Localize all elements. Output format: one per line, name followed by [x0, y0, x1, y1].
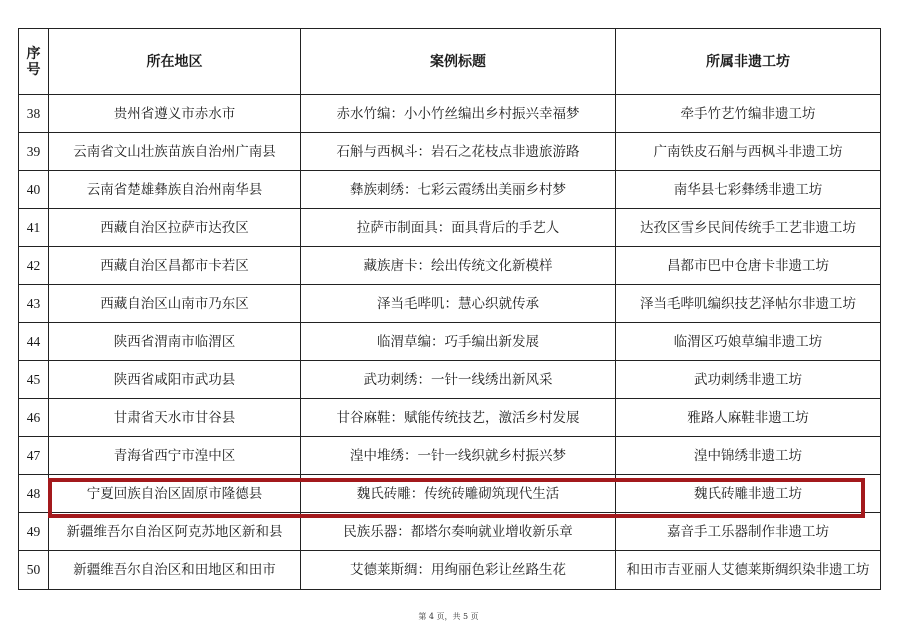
cell-seq: 47 — [19, 437, 49, 475]
table-row — [19, 95, 881, 133]
cell-seq: 43 — [19, 285, 49, 323]
table-row — [19, 171, 881, 209]
cell-region: 西藏自治区拉萨市达孜区 — [49, 209, 301, 247]
table-header-row — [19, 29, 881, 95]
case-table — [18, 28, 881, 590]
cell-region: 贵州省遵义市赤水市 — [49, 95, 301, 133]
cell-workshop: 和田市吉亚丽人艾德莱斯绸织染非遗工坊 — [616, 551, 881, 590]
cell-seq: 38 — [19, 95, 49, 133]
cell-region: 陕西省渭南市临渭区 — [49, 323, 301, 361]
cell-workshop: 武功刺绣非遗工坊 — [616, 361, 881, 399]
cell-workshop: 雅路人麻鞋非遗工坊 — [616, 399, 881, 437]
cell-workshop: 临渭区巧娘草编非遗工坊 — [616, 323, 881, 361]
cell-workshop: 广南铁皮石斛与西枫斗非遗工坊 — [616, 133, 881, 171]
header-seq-char-1: 序 — [26, 45, 41, 62]
cell-seq: 39 — [19, 133, 49, 171]
table-row — [19, 399, 881, 437]
cell-region: 云南省楚雄彝族自治州南华县 — [49, 171, 301, 209]
cell-title: 彝族刺绣：七彩云霞绣出美丽乡村梦 — [301, 171, 616, 209]
cell-title: 泽当毛哔叽：慧心织就传承 — [301, 285, 616, 323]
table-row-highlighted — [19, 475, 881, 513]
cell-region: 新疆维吾尔自治区和田地区和田市 — [49, 551, 301, 590]
cell-region: 宁夏回族自治区固原市隆德县 — [49, 475, 301, 513]
cell-region: 云南省文山壮族苗族自治州广南县 — [49, 133, 301, 171]
cell-region: 青海省西宁市湟中区 — [49, 437, 301, 475]
cell-region: 西藏自治区山南市乃东区 — [49, 285, 301, 323]
cell-title: 藏族唐卡：绘出传统文化新模样 — [301, 247, 616, 285]
header-seq — [19, 29, 49, 95]
cell-workshop: 昌都市巴中仓唐卡非遗工坊 — [616, 247, 881, 285]
cell-seq: 41 — [19, 209, 49, 247]
cell-workshop: 嘉音手工乐器制作非遗工坊 — [616, 513, 881, 551]
cell-title: 民族乐器：都塔尔奏响就业增收新乐章 — [301, 513, 616, 551]
cell-workshop: 达孜区雪乡民间传统手工艺非遗工坊 — [616, 209, 881, 247]
cell-title: 艾德莱斯绸：用绚丽色彩让丝路生花 — [301, 551, 616, 590]
cell-title: 武功刺绣：一针一线绣出新风采 — [301, 361, 616, 399]
table-row — [19, 285, 881, 323]
cell-title: 甘谷麻鞋：赋能传统技艺，激活乡村发展 — [301, 399, 616, 437]
cell-workshop: 魏氏砖雕非遗工坊 — [616, 475, 881, 513]
table-row — [19, 361, 881, 399]
cell-seq: 44 — [19, 323, 49, 361]
table-row — [19, 247, 881, 285]
table-row — [19, 551, 881, 590]
header-region: 所在地区 — [49, 29, 301, 95]
cell-seq: 50 — [19, 551, 49, 590]
cell-region: 甘肃省天水市甘谷县 — [49, 399, 301, 437]
cell-title: 石斛与西枫斗：岩石之花枝点非遗旅游路 — [301, 133, 616, 171]
cell-seq: 49 — [19, 513, 49, 551]
table-row — [19, 437, 881, 475]
cell-workshop: 湟中锦绣非遗工坊 — [616, 437, 881, 475]
cell-region: 陕西省咸阳市武功县 — [49, 361, 301, 399]
cell-seq: 48 — [19, 475, 49, 513]
table-row — [19, 133, 881, 171]
cell-title: 赤水竹编：小小竹丝编出乡村振兴幸福梦 — [301, 95, 616, 133]
cell-seq: 46 — [19, 399, 49, 437]
cell-title: 临渭草编：巧手编出新发展 — [301, 323, 616, 361]
cell-title: 湟中堆绣：一针一线织就乡村振兴梦 — [301, 437, 616, 475]
table-row — [19, 513, 881, 551]
cell-seq: 42 — [19, 247, 49, 285]
cell-title: 拉萨市制面具：面具背后的手艺人 — [301, 209, 616, 247]
page-footer: 第 4 页，共 5 页 — [418, 612, 479, 621]
cell-title: 魏氏砖雕：传统砖雕砌筑现代生活 — [301, 475, 616, 513]
cell-workshop: 南华县七彩彝绣非遗工坊 — [616, 171, 881, 209]
cell-seq: 45 — [19, 361, 49, 399]
header-seq-char-2: 号 — [26, 61, 41, 78]
cell-region: 西藏自治区昌都市卡若区 — [49, 247, 301, 285]
cell-workshop: 牵手竹艺竹编非遗工坊 — [616, 95, 881, 133]
header-workshop: 所属非遗工坊 — [616, 29, 881, 95]
header-title: 案例标题 — [301, 29, 616, 95]
table-row — [19, 323, 881, 361]
cell-workshop: 泽当毛哔叽编织技艺泽帖尔非遗工坊 — [616, 285, 881, 323]
cell-region: 新疆维吾尔自治区阿克苏地区新和县 — [49, 513, 301, 551]
cell-seq: 40 — [19, 171, 49, 209]
table-row — [19, 209, 881, 247]
